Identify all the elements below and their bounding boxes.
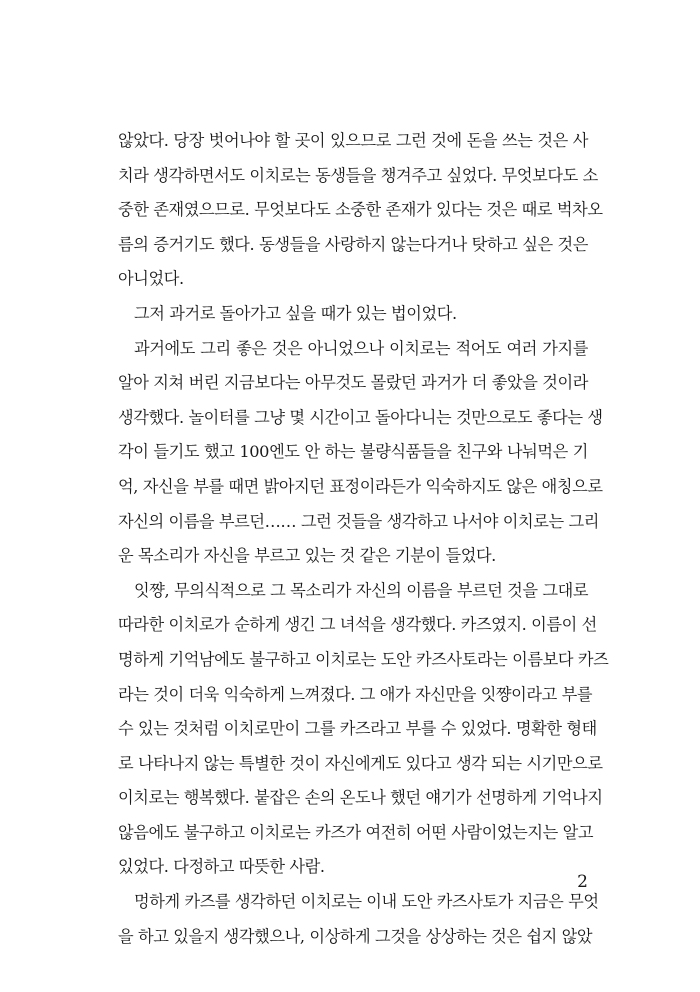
- text-line: 자신의 이름을 부르던…… 그런 것들을 생각하고 나서야 이치로는 그리: [118, 511, 599, 531]
- text-line: 억, 자신을 부를 때면 밝아지던 표정이라든가 익숙하지도 않은 애칭으로: [118, 476, 603, 496]
- text-line: 라는 것이 더욱 익숙하게 느껴졌다. 그 애가 자신만을 잇쨩이라고 부를: [118, 684, 593, 704]
- text-line: 중한 존재였으므로. 무엇보다도 소중한 존재가 있다는 것은 때로 벅차오: [118, 200, 603, 220]
- body-text: [118, 124, 609, 954]
- text-line: 않았다. 당장 벗어나야 할 곳이 있으므로 그런 것에 돈을 쓰는 것은 사: [118, 131, 588, 150]
- text-line: 알아 지쳐 버린 지금보다는 아무것도 몰랐던 과거가 더 좋았을 것이라: [118, 373, 588, 393]
- text-line: 과거에도 그리 좋은 것은 아니었으나 이치로는 적어도 여러 가지를: [134, 338, 588, 358]
- text-line: 있었다. 다정하고 따뜻한 사람.: [118, 857, 325, 877]
- text-line: 름의 증거기도 했다. 동생들을 사랑하지 않는다거나 탓하고 싶은 것은: [118, 234, 588, 254]
- text-line: 않음에도 불구하고 이치로는 카즈가 여전히 어떤 사람이었는지는 알고: [118, 822, 594, 842]
- text-line: 수 있는 것처럼 이치로만이 그를 카즈라고 부를 수 있었다. 명확한 형태: [118, 719, 597, 739]
- text-line: 각이 들기도 했고 100엔도 안 하는 불량식품들을 친구와 나눠먹은 기: [118, 442, 588, 462]
- text-line: 을 하고 있을지 생각했으나, 이상하게 그것을 상상하는 것은 쉽지 않았: [118, 926, 593, 946]
- text-line: 멍하게 카즈를 생각하던 이치로는 이내 도안 카즈사토가 지금은 무엇: [134, 892, 599, 912]
- text-line: 이치로는 행복했다. 붙잡은 손의 온도나 했던 얘기가 선명하게 기억나지: [118, 788, 603, 808]
- text-line: 로 나타나지 않는 특별한 것이 자신에게도 있다고 생각 되는 시기만으로: [118, 753, 603, 773]
- text-line: 따라한 이치로가 순하게 생긴 그 녀석을 생각했다. 카즈였지. 이름이 선: [118, 615, 597, 635]
- text-line: 그저 과거로 돌아가고 싶을 때가 있는 법이었다.: [134, 303, 457, 323]
- text-line: 치라 생각하면서도 이치로는 동생들을 챙겨주고 싶었다. 무엇보다도 소: [118, 165, 598, 185]
- text-line: 아니었다.: [118, 269, 184, 289]
- text-line: 생각했다. 놀이터를 그냥 몇 시간이고 돌아다니는 것만으로도 좋다는 생: [118, 407, 603, 427]
- text-line: 잇쨩, 무의식적으로 그 목소리가 자신의 이름을 부르던 것을 그대로: [134, 580, 589, 600]
- text-line: 명하게 기억남에도 불구하고 이치로는 도안 카즈사토라는 이름보다 카즈: [118, 649, 609, 669]
- text-line: 운 목소리가 자신을 부르고 있는 것 같은 기분이 들었다.: [118, 546, 496, 566]
- page-number: 2: [577, 872, 588, 892]
